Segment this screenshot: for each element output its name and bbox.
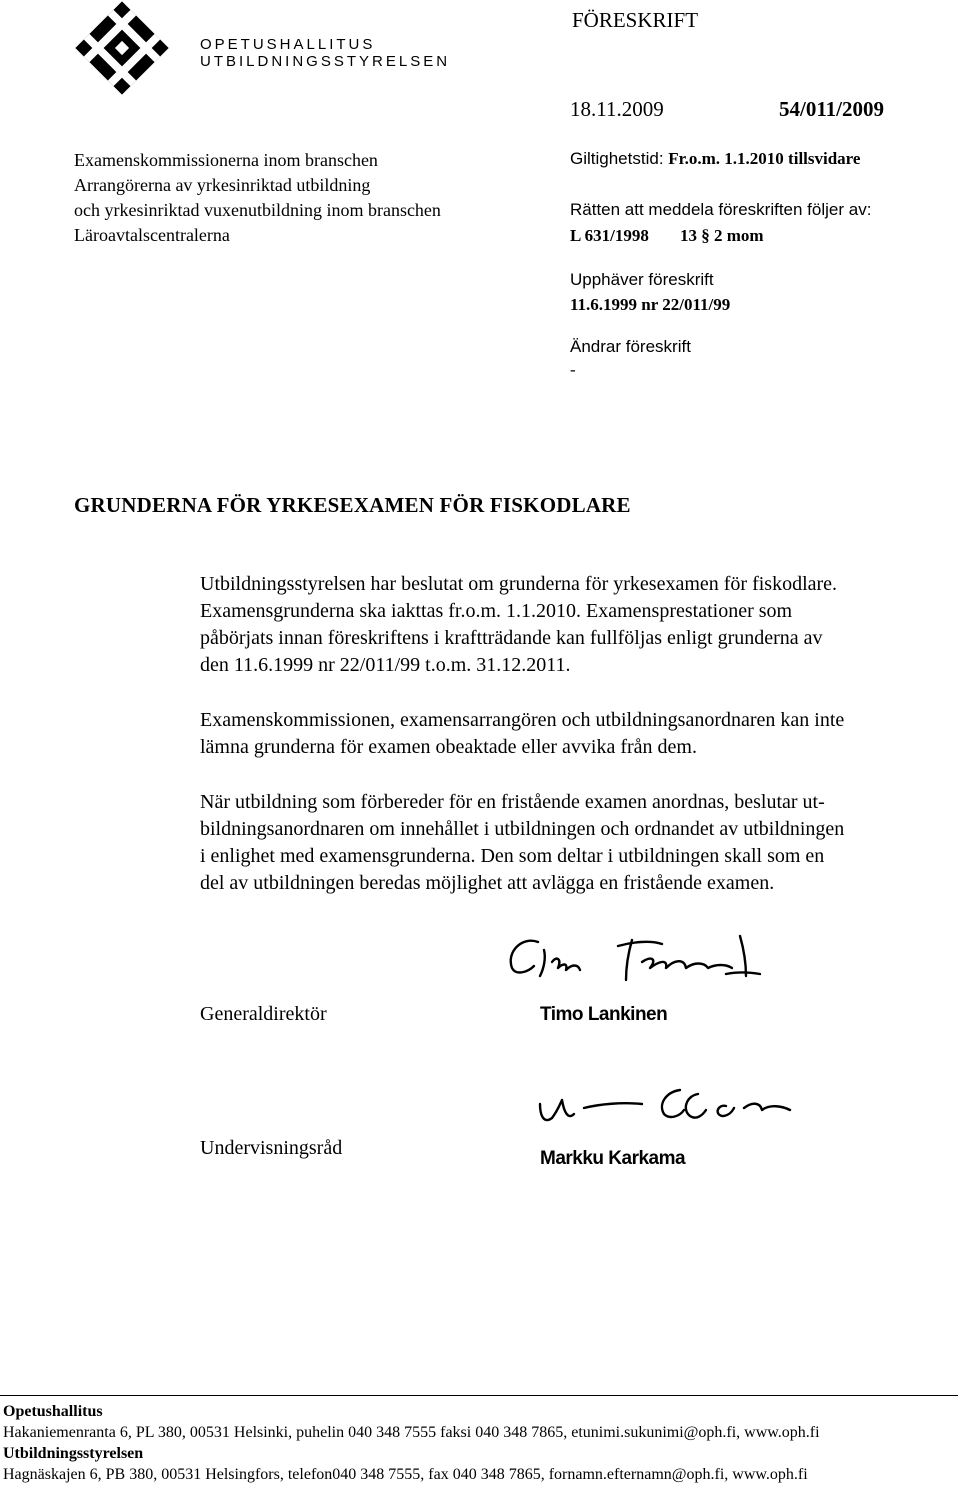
validity-value: Fr.o.m. 1.1.2010 tillsvidare	[668, 149, 861, 168]
handwritten-signature-icon	[530, 1080, 830, 1138]
signer-role: Undervisningsråd	[200, 1137, 343, 1159]
recipient-line: Arrangörerna av yrkesinriktad utbildning	[74, 175, 371, 195]
recipient-line: Examenskommissionerna inom branschen	[74, 150, 378, 170]
org-name	[200, 36, 450, 70]
handwritten-signature-icon	[500, 928, 780, 990]
signer-name: Timo Lankinen	[540, 1004, 668, 1025]
paragraph-line: Examensgrunderna ska iakttas fr.o.m. 1.1.2010. Examensprestationer som	[200, 600, 793, 622]
validity-row	[570, 149, 860, 169]
paragraph-line: bildningsanordnaren om innehållet i utbildningen och ordnandet av utbildningen	[200, 818, 845, 840]
recipient-line: Läroavtalscentralerna	[74, 225, 230, 245]
paragraph-line: i enlighet med examensgrunderna. Den som deltar i utbildningen skall som en	[200, 845, 825, 867]
repeals-value: 11.6.1999 nr 22/011/99	[570, 295, 731, 314]
org-name-sv: UTBILDNINGSSTYRELSEN	[200, 53, 451, 70]
paragraph-line: lämna grunderna för examen obeaktade eller avvika från dem.	[200, 736, 697, 758]
paragraph-line: den 11.6.1999 nr 22/011/99 t.o.m. 31.12.2011.	[200, 654, 571, 676]
recipient-line: och yrkesinriktad vuxenutbildning inom branschen	[74, 200, 441, 220]
paragraph-line: del av utbildningen beredas möjlighet att avlägga en fristående examen.	[200, 872, 775, 894]
validity-label: Giltighetstid:	[570, 149, 664, 168]
paragraph-line: När utbildning som förbereder för en fristående examen anordnas, beslutar ut-	[200, 791, 825, 813]
signer-name: Markku Karkama	[540, 1148, 686, 1169]
document-title: GRUNDERNA FÖR YRKESEXAMEN FÖR FISKODLARE	[74, 493, 631, 517]
authority-label: Rätten att meddela föreskriften följer av:	[570, 200, 872, 219]
footer-org-fi: Opetushallitus	[3, 1403, 103, 1420]
authority-law: L 631/1998	[570, 226, 649, 245]
paragraph-obligation	[200, 707, 960, 761]
repeals-label: Upphäver föreskrift	[570, 270, 714, 289]
paragraph-line: Examenskommissionen, examensarrangören och utbildningsanordnaren kan inte	[200, 709, 845, 731]
paragraph-line: påbörjats innan föreskriftens i kraftträdande kan fullföljas enligt grunderna av	[200, 627, 823, 649]
recipients-list	[74, 148, 441, 248]
amends-value: -	[570, 360, 576, 379]
footer-address-fi: Hakaniemenranta 6, PL 380, 00531 Helsinki, puhelin 040 348 7555 faksi 040 348 7865, etunimi.sukunimi@oph.fi, www.oph.fi	[3, 1424, 820, 1441]
paragraph-decision	[200, 571, 960, 679]
document-date: 18.11.2009	[570, 97, 664, 121]
amends-label: Ändrar föreskrift	[570, 337, 691, 356]
footer-org-sv: Utbildningsstyrelsen	[3, 1445, 144, 1462]
footer-address-sv: Hagnäskajen 6, PB 380, 00531 Helsingfors, telefon040 348 7555, fax 040 348 7865, fornamn.efternamn@oph.fi, www.oph.fi	[3, 1466, 808, 1483]
footer	[3, 1401, 820, 1485]
document-type: FÖRESKRIFT	[572, 8, 699, 32]
signer-role: Generaldirektör	[200, 1003, 327, 1025]
paragraph-line: Utbildningsstyrelsen har beslutat om grunderna för yrkesexamen för fiskodlare.	[200, 573, 838, 595]
org-name-fi: OPETUSHALLITUS	[200, 36, 376, 53]
footer-divider	[0, 1395, 958, 1396]
document-number: 54/011/2009	[779, 97, 885, 121]
paragraph-training	[200, 789, 960, 897]
checkered-diamond-logo-icon	[74, 0, 170, 96]
authority-section: 13 § 2 mom	[680, 226, 764, 245]
